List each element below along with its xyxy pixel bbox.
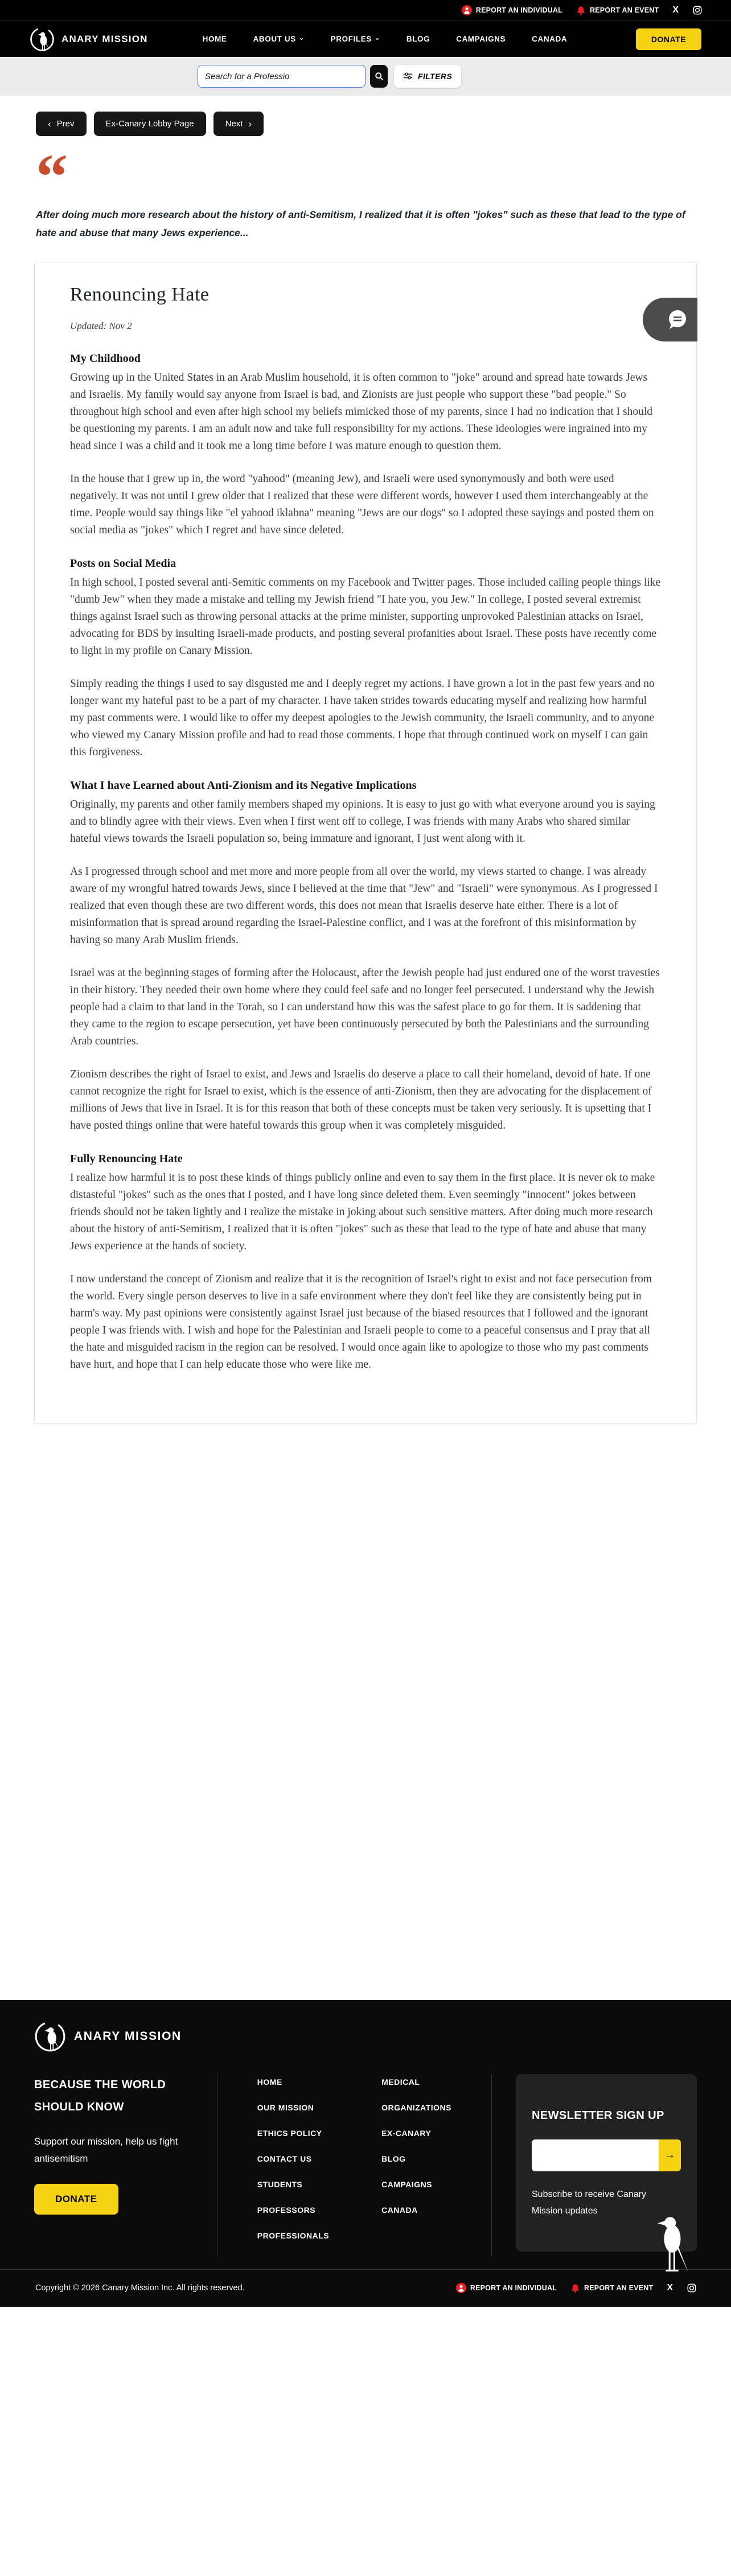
footer-bottom-links — [456, 2283, 697, 2293]
section-heading: What I have Learned about Anti-Zionism and its Negative Implications — [70, 779, 417, 792]
footer-link-professors[interactable]: PROFESSORS — [257, 2205, 316, 2215]
prev-button[interactable] — [36, 112, 87, 136]
report-event-label: REPORT AN EVENT — [590, 6, 659, 14]
footer-links-col2 — [381, 2077, 451, 2257]
paragraph: I now understand the concept of Zionism and realize that it is the recognition of Israel's right to exist and not face persecution from the world. Every single person deserves to live in a safe environment where they don't feel like they are consistently being put in harm's way. My past opinions were consistently against Israel just because of the biased resources that I followed and the ignorant people I was friends with. I wish and hope for the Palestinian and Israeli people to come to a peaceful consensus and I pray that all the hate and misguided racism in the region can be resolved. I would once again like to apologize to those who my past comments have hurt, and hope that I can help educate those who were like me. — [70, 1273, 652, 1371]
report-individual-link[interactable] — [462, 5, 562, 15]
nav-item-campaigns[interactable]: CAMPAIGNS — [456, 35, 506, 43]
nav-menu — [203, 35, 568, 43]
chat-widget-button[interactable] — [643, 298, 697, 341]
footer-top — [0, 2000, 731, 2269]
donate-button[interactable]: DONATE — [636, 28, 701, 50]
chevron-left-icon: ‹ — [48, 118, 51, 129]
footer-donate-button[interactable]: DONATE — [34, 2184, 118, 2215]
prev-label: Prev — [56, 119, 75, 129]
section-heading: Posts on Social Media — [70, 557, 176, 570]
bell-icon — [570, 2283, 580, 2293]
paragraph: In high school, I posted several anti-Semitic comments on my Facebook and Twitter pages. Those included calling people things like "dumb Jew" when they made a mistake and telling my Jewish friend "I hate you, you Jew." In college, I posted several extremist things against Israel such as throwing personal attacks at the prime minister, supporting unprovoked Palestinian attacks on Israel, advocating for BDS by insulting Israeli-made products, and posting several profanities about Israel. These posts have recently come to light in my profile on Canary Mission. — [70, 576, 661, 657]
paragraph: I realize how harmful it is to post these kinds of things publicly online and even to say them in the first place. It is never ok to make distasteful "jokes" such as the ones that I posted, and I have long since deleted them. Even seemingly "innocent" jokes between friends should not be taken lightly and I realize the mistake in joking about such sensitive matters. After doing much more research about the history of anti-Semitism, I realized that it is often "jokes" such as these that lead to the type of hate and abuse that many Jews experience at the hands of society. — [70, 1171, 655, 1252]
paragraph: Originally, my parents and other family members shaped my opinions. It is easy to just go with what everyone around you is saying and to blindly agree with their views. Even when I first went off to college, I was friends with many Arabs who shared similar hateful views towards the Israeli population so, being immature and ignorant, I just went along with it. — [70, 798, 655, 845]
search-icon — [375, 72, 384, 81]
bell-icon — [576, 6, 586, 15]
footer-link-students[interactable]: STUDENTS — [257, 2179, 303, 2189]
footer-links — [217, 2074, 492, 2257]
footer-brand-name: ANARY MISSION — [74, 2029, 182, 2043]
report-individual-label: REPORT AN INDIVIDUAL — [470, 2284, 557, 2293]
footer-tagline-column — [34, 2074, 217, 2215]
footer-link-blog[interactable]: BLOG — [381, 2154, 406, 2163]
filters-button[interactable] — [394, 65, 461, 88]
nav-item-home[interactable]: HOME — [202, 35, 227, 43]
footer-links-col1 — [257, 2077, 329, 2257]
canary-bird-icon — [654, 2215, 689, 2285]
nav-item-canada[interactable]: CANADA — [532, 35, 568, 43]
footer-link-ethics-policy[interactable]: ETHICS POLICY — [257, 2128, 322, 2138]
newsletter-submit-button[interactable] — [659, 2139, 681, 2171]
newsletter-email-input[interactable] — [532, 2139, 659, 2171]
quote-mark-icon: “ — [36, 142, 68, 212]
filters-label: FILTERS — [418, 72, 453, 81]
pager — [36, 112, 731, 136]
footer-tagline-text: Support our mission, help us fight antisemitism — [34, 2135, 178, 2164]
x-logo-icon[interactable]: X — [672, 5, 679, 15]
report-individual-link[interactable] — [456, 2283, 557, 2293]
paragraph: Israel was at the beginning stages of forming after the Holocaust, after the Jewish people had just endured one of the worst travesties in their history. They needed their own home where they could feel safe and no longer feel persecuted. I understand why the Jewish people had a claim to that land in the Torah, so I can understand how this was the safest place to go for them. It is saddening that they came to the region to escape persecution, yet have been continuously persecuted by both the Palestinians and the surrounding Arab countries. — [70, 966, 660, 1047]
newsletter-card — [516, 2074, 697, 2252]
copyright-text: Copyright © 2026 Canary Mission Inc. All rights reserved. — [35, 2283, 245, 2293]
footer-columns — [34, 2074, 697, 2257]
chevron-down-icon: ⌄ — [298, 35, 305, 42]
footer-link-professionals[interactable]: PROFESSIONALS — [257, 2231, 330, 2240]
footer-link-canada[interactable]: CANADA — [381, 2205, 418, 2215]
paragraph: Simply reading the things I used to say disgusted me and I deeply regret my actions. I have grown a lot in the past few years and no longer want my hateful past to be a part of my character. I have taken strides towards educating myself and realizing how harmful my past comments were. I would like to offer my deepest apologies to the Jewish community, the Israeli community, and to anyone who viewed my Canary Mission profile and had to read those comments. I hope that through continued work on myself I can gain this forgiveness. — [70, 677, 655, 758]
search-button[interactable] — [370, 65, 388, 88]
top-utility-bar — [0, 0, 731, 20]
chevron-down-icon: ⌄ — [374, 35, 380, 42]
brand-name: ANARY MISSION — [61, 33, 148, 44]
footer-link-our-mission[interactable]: OUR MISSION — [257, 2102, 314, 2112]
footer — [0, 2000, 731, 2307]
quote-text: After doing much more research about the history of anti-Semitism, I realized that it is often "jokes" such as these that lead to the type of hate and abuse that many Jews experience... — [36, 209, 685, 239]
brand-logo[interactable] — [30, 27, 148, 52]
page-title: Renouncing Hate — [70, 283, 210, 305]
sliders-icon — [403, 72, 413, 81]
nav-item-about-us[interactable]: ABOUT US ⌄ — [253, 35, 305, 43]
updated-date: Updated: Nov 2 — [70, 320, 132, 331]
report-event-link[interactable] — [576, 6, 659, 15]
article-body — [70, 351, 661, 1373]
ex-canary-lobby-page-button[interactable]: Ex-Canary Lobby Page — [94, 112, 206, 136]
footer-link-contact-us[interactable]: CONTACT US — [257, 2154, 312, 2163]
search-strip — [0, 57, 731, 96]
newsletter-form — [532, 2139, 681, 2171]
section-heading: Fully Renouncing Hate — [70, 1152, 183, 1165]
nav-item-profiles[interactable]: PROFILES ⌄ — [330, 35, 380, 43]
footer-link-home[interactable]: HOME — [257, 2077, 282, 2087]
report-individual-label: REPORT AN INDIVIDUAL — [475, 6, 563, 14]
paragraph: Zionism describes the right of Israel to exist, and Jews and Israelis do deserve a place to call their homeland, devoid of hate. If one cannot recognize the right for Israel to exist, which is the essence of anti-Zionism, then they are advocating for the displacement of millions of Jews that live in Israel. It is for this reason that both of these concepts must be taken very seriously. It is upsetting that I have posted things online that were hateful towards this group when it was completely misguided. — [70, 1068, 652, 1131]
article-card — [34, 262, 697, 1424]
newsletter-subtext: Subscribe to receive Canary Mission updates — [532, 2189, 646, 2216]
footer-link-organizations[interactable]: ORGANIZATIONS — [381, 2102, 451, 2112]
footer-link-ex-canary[interactable]: EX-CANARY — [381, 2128, 432, 2138]
person-badge-icon — [462, 5, 472, 15]
newsletter-title: NEWSLETTER SIGN UP — [532, 2109, 664, 2122]
search-input[interactable] — [198, 65, 366, 88]
canary-logo-icon — [30, 27, 55, 52]
footer-brand-logo[interactable] — [34, 2021, 697, 2052]
instagram-icon[interactable] — [692, 5, 703, 15]
footer-link-medical[interactable]: MEDICAL — [381, 2077, 420, 2087]
nav-item-blog[interactable]: BLOG — [406, 35, 430, 43]
main-navbar — [0, 20, 731, 57]
footer-tagline-title: BECAUSE THE WORLD SHOULD KNOW — [34, 2078, 166, 2113]
content-gap — [0, 1424, 731, 2000]
paragraph: In the house that I grew up in, the word "yahood" (meaning Jew), and Israeli were used synonymously and both were used negatively. It was not until I grew older that I realized that these were different words, however I used them interchangeably at the time. People would say things like "el yahood iklabna" meaning "Jews are our dogs" so I adopted these sayings and posted them on social media as "jokes" which I regret and have since deleted. — [70, 472, 654, 536]
next-label: Next — [225, 119, 243, 129]
pull-quote — [36, 142, 695, 242]
footer-link-campaigns[interactable]: CAMPAIGNS — [381, 2179, 433, 2189]
x-logo-icon[interactable]: X — [667, 2283, 673, 2293]
section-heading: My Childhood — [70, 352, 141, 365]
report-event-link[interactable] — [570, 2283, 653, 2293]
next-button[interactable] — [213, 112, 264, 136]
arrow-right-icon: → — [664, 2149, 675, 2161]
person-badge-icon — [456, 2283, 466, 2293]
paragraph: As I progressed through school and met more and more people from all over the world, my views started to change. I was already aware of my wrongful hatred towards Jews, since I believed at the time that "Jew" and "Israeli" were synonymous. As I progressed I realized that even though these are two different words, this does not mean that Israelis deserve hate either. There is a lot of misinformation that is spread around regarding the Israel-Palestine conflict, and I was at the forefront of this misinformation by having so many Arab Muslim friends. — [70, 865, 658, 946]
footer-bottom-bar — [0, 2269, 731, 2307]
instagram-icon[interactable] — [687, 2283, 697, 2293]
canary-logo-icon — [34, 2021, 66, 2052]
chat-bubble-icon — [664, 307, 690, 333]
chevron-right-icon: › — [248, 118, 252, 129]
paragraph: Growing up in the United States in an Arab Muslim household, it is often common to "joke" around and spread hate towards Jews and Israelis. My family would say anyone from Israel is bad, and Zionists are just people who support these "bad people." So throughout high school and even after high school my beliefs mimicked those of my parents, since I had no indication that I should be questioning my parents. I am an adult now and take full responsibility for my actions. These ideologies were ingrained into my head since I was a child and it took me a long time before I was mature enough to question them. — [70, 371, 652, 452]
report-event-label: REPORT AN EVENT — [584, 2284, 654, 2293]
